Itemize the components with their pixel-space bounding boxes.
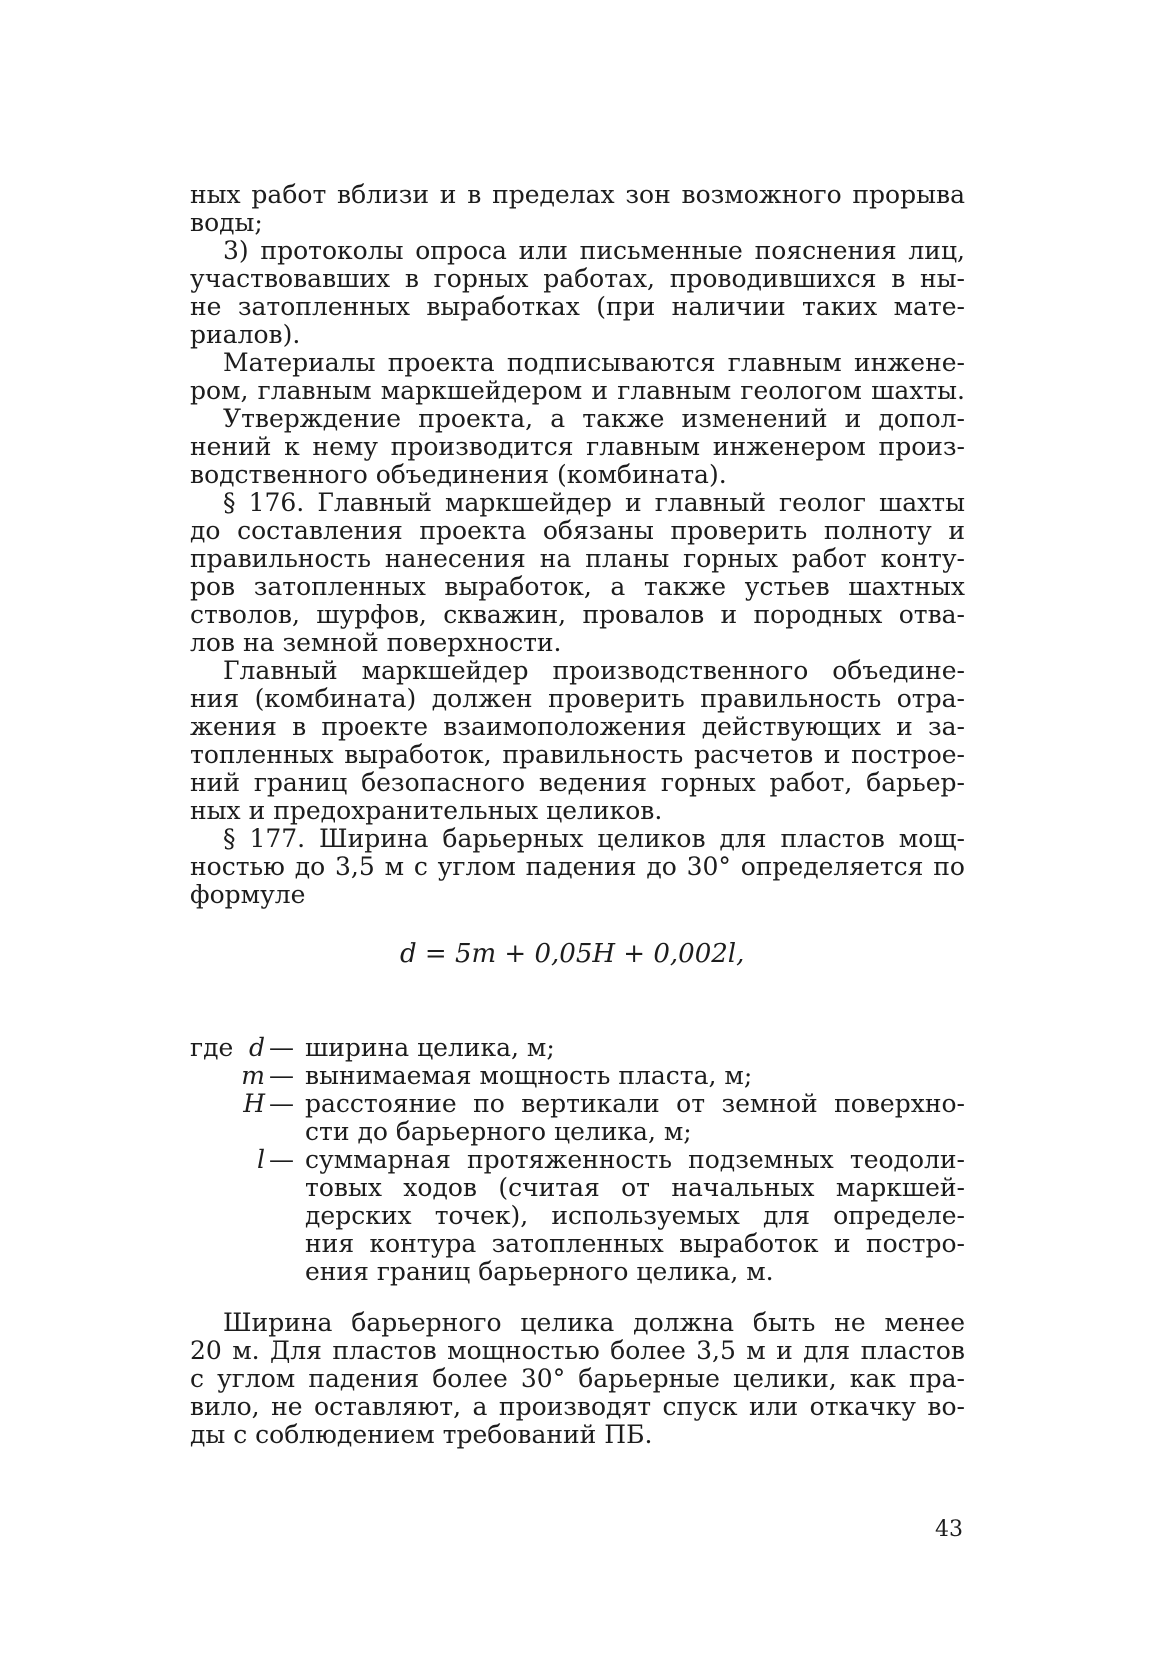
page-number: 43 — [935, 1517, 963, 1542]
text-line: § 176. Главный маркшейдер и главный геолог шахты — [223, 488, 965, 517]
text-line: ний границ безопасного ведения горных работ, барьер- — [190, 768, 965, 797]
definition-symbol: m — [241, 1061, 265, 1090]
definition-symbol: H — [243, 1089, 265, 1118]
where-label: где — [190, 1033, 234, 1062]
text-line: ния (комбината) должен проверить правильность отра- — [190, 684, 965, 713]
definition-line: ения границ барьерного целика, м. — [305, 1257, 774, 1286]
text-line: 3) протоколы опроса или письменные пояснения лиц, — [223, 236, 965, 265]
text-line: нений к нему производится главным инженером произ- — [190, 432, 965, 461]
text-line: ром, главным маркшейдером и главным геологом шахты. — [190, 376, 965, 405]
text-line: не затопленных выработках (при наличии таких мате- — [190, 292, 965, 321]
definition-symbol: l — [257, 1145, 265, 1174]
barrier-pillar-width-formula: d = 5m + 0,05H + 0,002l, — [400, 939, 745, 969]
text-line: водственного объединения (комбината). — [190, 460, 727, 489]
text-line: с углом падения более 30° барьерные целики, как пра- — [190, 1364, 965, 1393]
text-line: Главный маркшейдер производственного объедине- — [223, 656, 965, 685]
text-line: Утверждение проекта, а также изменений и допол- — [223, 404, 965, 433]
definition-dash: — — [269, 1033, 294, 1062]
text-line: вило, не оставляют, а производят спуск или откачку во- — [190, 1392, 965, 1421]
text-line: ды с соблюдением требований ПБ. — [190, 1420, 653, 1449]
text-line: § 177. Ширина барьерных целиков для пластов мощ- — [223, 824, 965, 853]
definition-line: суммарная протяженность подземных теодоли- — [305, 1145, 965, 1174]
text-line: Материалы проекта подписываются главным инжене- — [223, 348, 965, 377]
definition-dash: — — [269, 1089, 294, 1118]
text-line: ных и предохранительных целиков. — [190, 796, 663, 825]
text-line: Ширина барьерного целика должна быть не менее — [223, 1308, 965, 1337]
text-line: 20 м. Для пластов мощностью более 3,5 м и для пластов — [190, 1336, 965, 1365]
text-line: ных работ вблизи и в пределах зон возможного прорыва — [190, 180, 965, 209]
definition-line: товых ходов (считая от начальных маркшей- — [305, 1173, 965, 1202]
text-line: до составления проекта обязаны проверить полноту и — [190, 516, 965, 545]
definition-line: ширина целика, м; — [305, 1033, 555, 1062]
definition-dash: — — [269, 1145, 294, 1174]
definition-line: вынимаемая мощность пласта, м; — [305, 1061, 753, 1090]
definition-line: расстояние по вертикали от земной поверхно- — [305, 1089, 965, 1118]
definition-dash: — — [269, 1061, 294, 1090]
text-line: жения в проекте взаимоположения действующих и за- — [190, 712, 965, 741]
text-line: формуле — [190, 880, 306, 909]
definition-line: ния контура затопленных выработок и постро- — [305, 1229, 965, 1258]
text-line: топленных выработок, правильность расчетов и построе- — [190, 740, 965, 769]
text-line: ров затопленных выработок, а также устьев шахтных — [190, 572, 965, 601]
definition-line: сти до барьерного целика, м; — [305, 1117, 692, 1146]
text-line: риалов). — [190, 320, 301, 349]
definition-line: дерских точек), используемых для определе- — [305, 1201, 965, 1230]
text-line: стволов, шурфов, скважин, провалов и породных отва- — [190, 600, 965, 629]
text-line: воды; — [190, 208, 263, 237]
text-line: участвовавших в горных работах, проводившихся в ны- — [190, 264, 965, 293]
text-line: правильность нанесения на планы горных работ конту- — [190, 544, 965, 573]
text-line: лов на земной поверхности. — [190, 628, 562, 657]
text-line: ностью до 3,5 м с углом падения до 30° определяется по — [190, 852, 965, 881]
definition-symbol: d — [248, 1033, 265, 1062]
